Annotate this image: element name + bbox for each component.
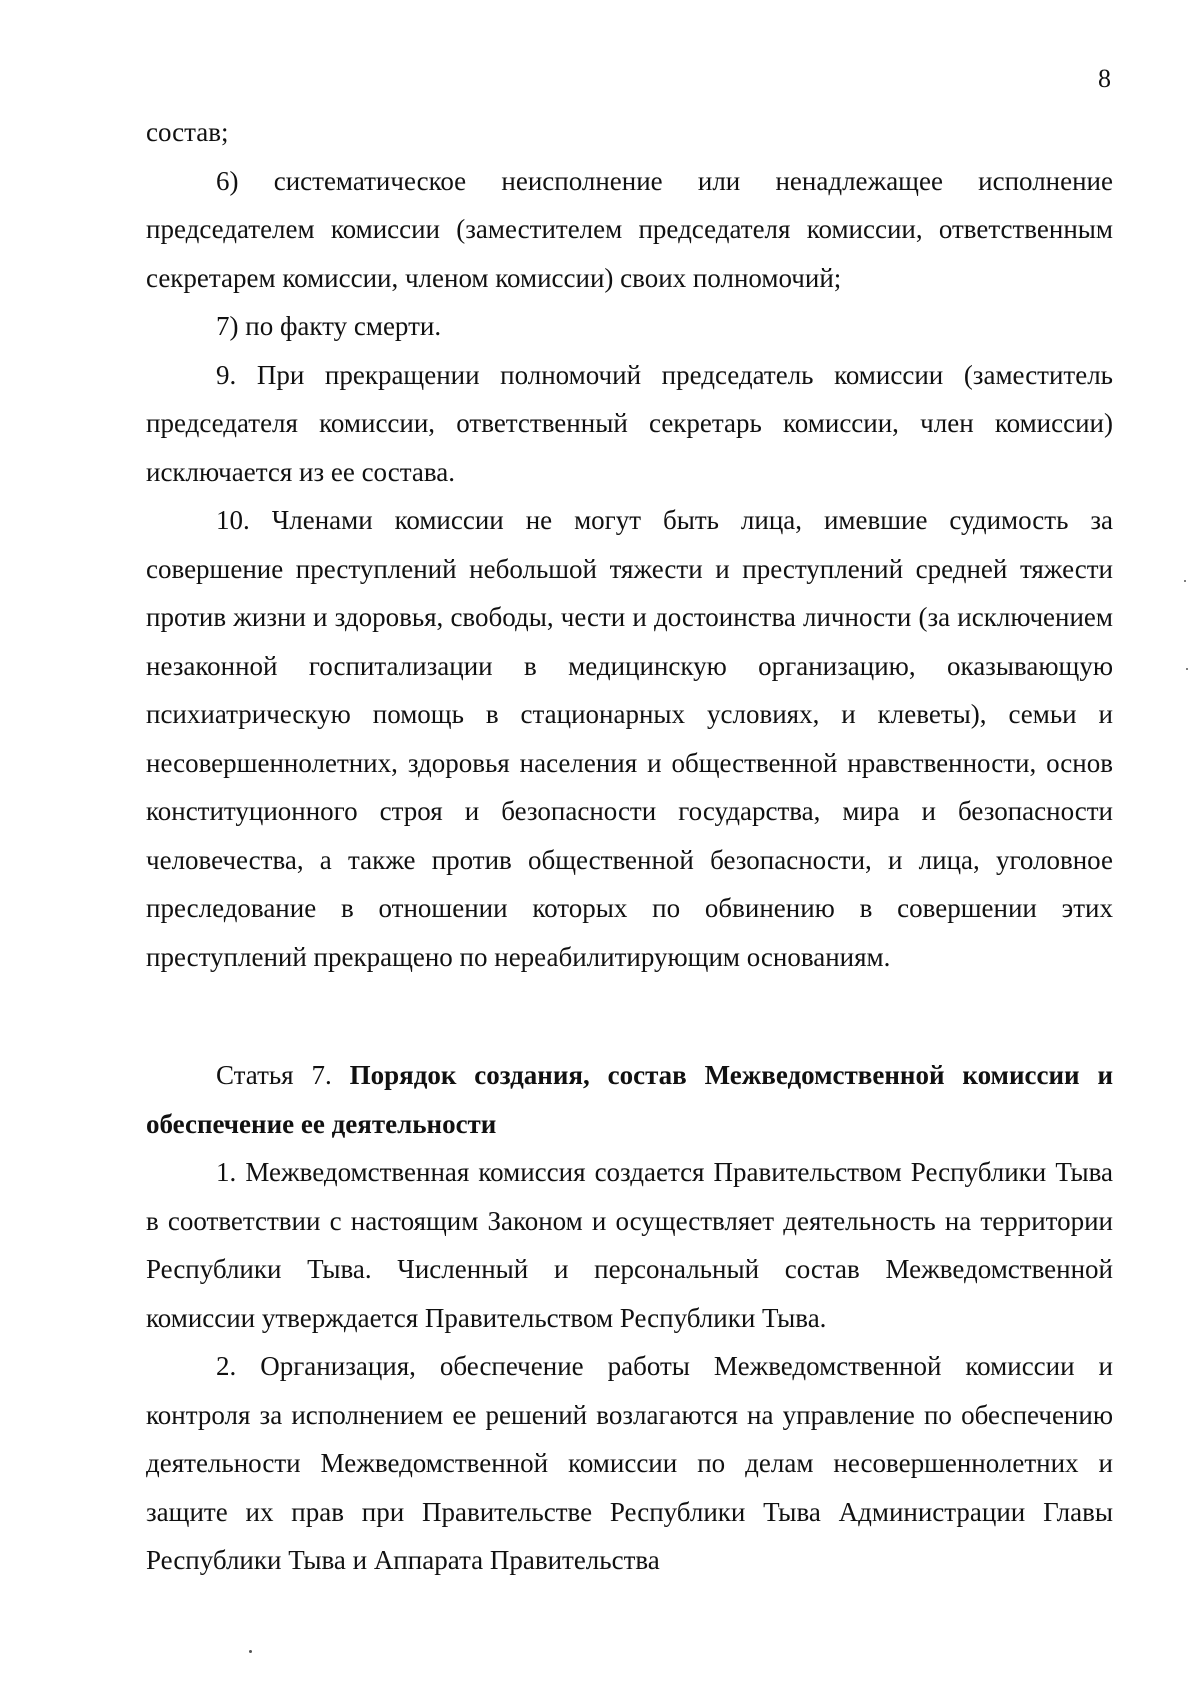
- section-spacer: [146, 981, 1113, 1051]
- paragraph-item-6: 6) систематическое неисполнение или ненадлежащее исполнение председателем комиссии (заместителем председателя комиссии, ответственным секретарем комиссии, членом комиссии) своих полномочий;: [146, 165, 1113, 293]
- article-clause-2: 2. Организация, обеспечение работы Межведомственной комиссии и контроля за исполнением ее решений возлагаются на управление по обеспечению деятельности Межведомственной комиссии по делам несовершеннолетних и защите их прав при Правительстве Республики Тыва Администрации Главы Республики Тыва и Аппарата Правительства: [146, 1351, 1113, 1575]
- article-title: Порядок создания, состав Межведомственной комиссии и обеспечение ее деятельности: [146, 1060, 1113, 1139]
- article-clause-1: 1. Межведомственная комиссия создается Правительством Республики Тыва в соответствии с настоящим Законом и осуществляет деятельность на территории Республики Тыва. Численный и персональный состав Межведомственной комиссии утверждается Правительством Республики Тыва.: [146, 1157, 1113, 1333]
- document-body: [146, 108, 1113, 1585]
- scan-speck: [249, 1650, 252, 1653]
- paragraph-continuation: состав;: [146, 117, 229, 147]
- article-heading: [146, 1051, 1113, 1148]
- article-prefix: Статья 7.: [216, 1060, 332, 1090]
- paragraph-clause-10: 10. Членами комиссии не могут быть лица, имевшие судимость за совершение преступлений небольшой тяжести и преступлений средней тяжести против жизни и здоровья, свободы, чести и достоинства личности (за исключением незаконной госпитализации в медицинскую организацию, оказывающую психиатрическую помощь в стационарных условиях, и клеветы), семьи и несовершеннолетних, здоровья населения и общественной нравственности, основ конституционного строя и безопасности государства, мира и безопасности человечества, а также против общественной безопасности, и лица, уголовное преследование в отношении которых по обвинению в совершении этих преступлений прекращено по нереабилитирующим основаниям.: [146, 505, 1113, 972]
- paragraph-item-7: 7) по факту смерти.: [216, 311, 442, 341]
- page-number: 8: [1098, 64, 1111, 93]
- scan-speck: [1184, 580, 1186, 582]
- paragraph-clause-9: 9. При прекращении полномочий председатель комиссии (заместитель председателя комиссии, ответственный секретарь комиссии, член комиссии) исключается из ее состава.: [146, 359, 1113, 487]
- scan-speck: [1186, 668, 1188, 670]
